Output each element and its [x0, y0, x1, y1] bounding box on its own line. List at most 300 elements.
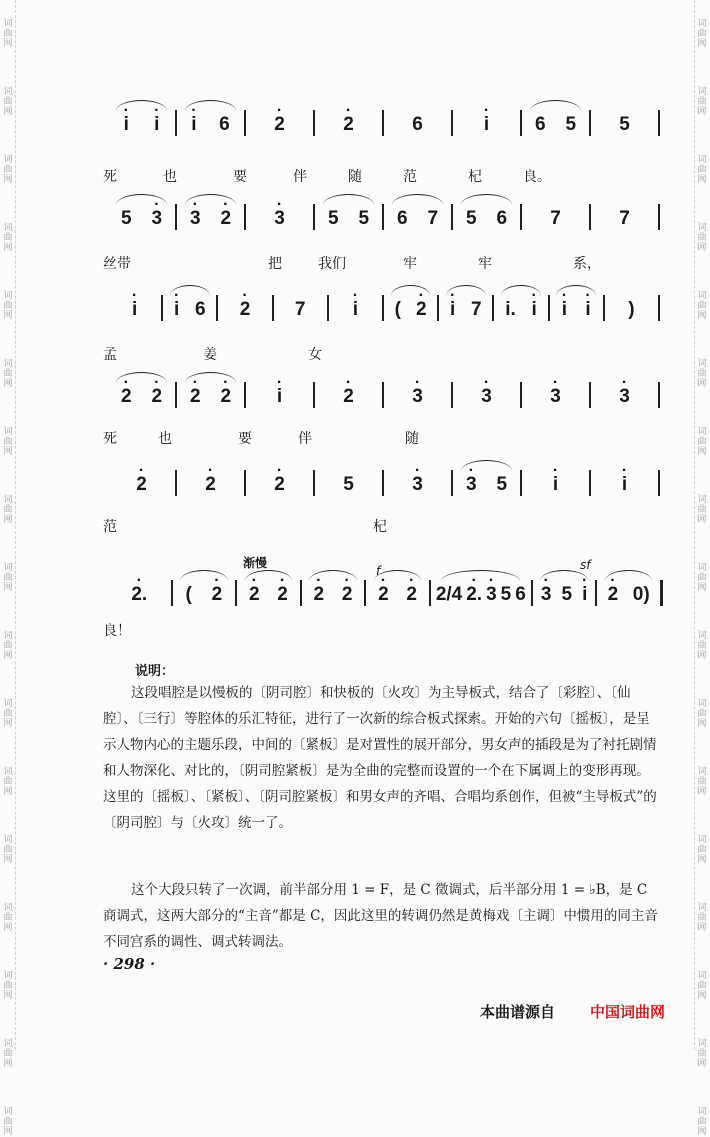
watermark-char: 网	[697, 583, 707, 593]
score-row-1	[103, 100, 663, 136]
watermark-group	[697, 971, 706, 1001]
note: 5	[500, 584, 512, 605]
measure	[111, 584, 168, 606]
bar-line	[244, 110, 246, 136]
note: )	[628, 299, 635, 320]
note: 6	[412, 114, 423, 135]
watermark-char: 网	[3, 991, 13, 1001]
lyric-word: 牢	[478, 256, 492, 272]
watermark-char: 词	[3, 903, 13, 913]
lyric-word: 系，	[573, 256, 601, 272]
slur-mark	[323, 194, 374, 205]
watermark-group	[697, 223, 706, 253]
watermark-char: 词	[3, 359, 13, 369]
watermark-char: 曲	[697, 97, 707, 107]
watermark-char: 曲	[3, 1117, 13, 1127]
bar-line	[313, 470, 315, 496]
measure	[525, 114, 586, 136]
measure	[456, 386, 517, 408]
note: · 2	[272, 474, 287, 496]
bar-line	[492, 295, 494, 321]
watermark-char: 网	[3, 515, 13, 525]
watermark-group	[697, 359, 706, 389]
bar-line	[175, 204, 177, 230]
note: · 2	[203, 474, 218, 496]
slur-mark	[461, 194, 512, 205]
watermark-char: 词	[697, 1107, 707, 1117]
watermark-char: 网	[3, 379, 13, 389]
lyric-word: 丝带	[103, 256, 131, 272]
watermark-char: 网	[3, 39, 13, 49]
note: (	[394, 299, 401, 320]
note: · i	[482, 114, 491, 136]
note: 5	[327, 208, 339, 229]
lyric-word: 随	[405, 431, 419, 447]
note: · 2	[218, 386, 233, 408]
watermark-group	[697, 835, 706, 865]
watermark-char: 曲	[3, 165, 13, 175]
note: · 2.	[464, 584, 484, 606]
bar-line	[244, 204, 246, 230]
note: · 3	[464, 474, 479, 496]
bar-line	[171, 580, 173, 606]
watermark-char: 网	[697, 787, 707, 797]
lyrics-row-1	[103, 166, 663, 184]
note: · 3	[149, 208, 164, 230]
bar-line	[382, 295, 384, 321]
note: 5	[496, 474, 508, 495]
bar-line	[300, 580, 302, 606]
bar-line	[658, 470, 660, 496]
measure	[442, 299, 489, 321]
note: 7	[550, 208, 561, 229]
watermark-char: 曲	[3, 369, 13, 379]
watermark-char: 网	[697, 719, 707, 729]
measure	[497, 299, 544, 321]
note: · 3	[410, 386, 425, 408]
note: · 2.	[129, 584, 149, 606]
watermark-char: 曲	[697, 233, 707, 243]
watermark-char: 网	[697, 447, 707, 457]
measure	[594, 208, 655, 230]
slur-mark	[180, 570, 228, 581]
watermark-group	[3, 1039, 12, 1069]
watermark-char: 曲	[697, 777, 707, 787]
note: · 2	[312, 584, 327, 606]
note: · 2	[376, 584, 391, 606]
bar-line	[520, 470, 522, 496]
watermark-char: 网	[3, 583, 13, 593]
lyric-word: 要	[233, 169, 247, 185]
lyrics-row-2	[103, 253, 663, 271]
bar-line	[589, 470, 591, 496]
measure	[456, 208, 517, 230]
bar-line	[313, 382, 315, 408]
score-row-5	[103, 460, 663, 496]
measure	[305, 584, 362, 606]
measure	[332, 299, 379, 321]
watermark-char: 词	[697, 699, 707, 709]
note: · 2	[119, 386, 134, 408]
bar-line	[244, 470, 246, 496]
note: · 2	[340, 584, 355, 606]
bar-line	[520, 110, 522, 136]
bar-line	[595, 580, 597, 606]
lyrics-row-6	[103, 620, 663, 638]
bar-line	[451, 110, 453, 136]
measure	[277, 299, 324, 321]
note: · 3	[484, 584, 499, 606]
note: · i	[580, 584, 589, 606]
watermark-char: 曲	[3, 233, 13, 243]
watermark-char: 词	[3, 767, 13, 777]
watermark-char: 词	[3, 563, 13, 573]
measure	[111, 114, 172, 136]
measure	[318, 114, 379, 136]
source-label: 本曲谱源自	[480, 1003, 556, 1021]
watermark-char: 网	[3, 1127, 13, 1137]
note: · i	[351, 299, 360, 321]
lyric-word: 范	[103, 519, 117, 535]
note: · i	[152, 114, 161, 136]
watermark-char: 网	[3, 923, 13, 933]
lyric-word: 伴	[293, 169, 307, 185]
watermark-char: 网	[3, 447, 13, 457]
note: 5	[619, 114, 630, 135]
note: 5	[343, 474, 354, 495]
watermark-char: 曲	[3, 573, 13, 583]
watermark-char: 词	[3, 87, 13, 97]
lyric-word: 要	[238, 431, 252, 447]
watermark-group	[3, 495, 12, 525]
measure	[180, 208, 241, 230]
note: · 3	[548, 386, 563, 408]
watermark-group	[697, 699, 706, 729]
watermark-char: 网	[697, 1127, 707, 1137]
measure	[180, 386, 241, 408]
bar-line	[175, 470, 177, 496]
watermark-group	[3, 835, 12, 865]
note: 6	[194, 299, 206, 320]
note: 6	[219, 114, 230, 135]
watermark-group	[3, 903, 12, 933]
measure	[387, 299, 434, 321]
watermark-char: 网	[697, 311, 707, 321]
note: · 3	[479, 386, 494, 408]
watermark-char: 曲	[697, 573, 707, 583]
note: · 2	[247, 584, 262, 606]
lyric-word: 牢	[403, 256, 417, 272]
watermark-char: 曲	[697, 981, 707, 991]
lyric-word: 杞	[468, 169, 482, 185]
watermark-char: 网	[697, 651, 707, 661]
bar-line	[429, 580, 431, 606]
bar-line	[658, 295, 660, 321]
bar-line	[437, 295, 439, 321]
lyric-word: 也	[163, 169, 177, 185]
note: i.	[505, 299, 516, 320]
bar-line	[451, 470, 453, 496]
measure	[180, 474, 241, 496]
score-row-4	[103, 372, 663, 408]
slur-mark	[530, 100, 581, 111]
watermark-group	[3, 767, 12, 797]
measure	[600, 584, 657, 606]
watermark-char: 词	[3, 155, 13, 165]
measure	[318, 386, 379, 408]
measure	[387, 114, 448, 136]
bar-line	[244, 382, 246, 408]
watermark-char: 曲	[697, 437, 707, 447]
watermark-char: 网	[3, 855, 13, 865]
note: · 2	[210, 584, 225, 606]
bar-line	[658, 204, 660, 230]
measure	[594, 114, 655, 136]
watermark-char: 曲	[697, 505, 707, 515]
measure	[221, 299, 268, 321]
watermark-char: 词	[697, 359, 707, 369]
watermark-char: 词	[3, 291, 13, 301]
watermark-group	[3, 563, 12, 593]
bar-line	[313, 110, 315, 136]
watermark-group	[3, 971, 12, 1001]
measure	[456, 114, 517, 136]
measure	[111, 208, 172, 230]
bar-line	[451, 382, 453, 408]
watermark-group	[697, 563, 706, 593]
bar-line	[382, 470, 384, 496]
note: · i	[551, 474, 560, 496]
note: · 2	[134, 474, 149, 496]
note: 7	[619, 208, 630, 229]
source-site-link[interactable]: 中国词曲网	[590, 1003, 666, 1021]
bar-line	[520, 382, 522, 408]
note: · i	[172, 299, 181, 321]
note: · 3	[617, 386, 632, 408]
watermark-group	[697, 291, 706, 321]
bar-line	[364, 580, 366, 606]
note: 6	[534, 114, 546, 135]
bar-line	[451, 204, 453, 230]
measure	[111, 299, 158, 321]
watermark-char: 网	[3, 651, 13, 661]
note: · 2	[218, 208, 233, 230]
lyrics-row-3	[103, 344, 663, 362]
watermark-char: 曲	[3, 29, 13, 39]
watermark-char: 词	[3, 835, 13, 845]
watermark-char: 网	[3, 1059, 13, 1069]
watermark-char: 曲	[3, 1049, 13, 1059]
watermark-char: 词	[697, 427, 707, 437]
watermark-char: 词	[3, 427, 13, 437]
watermark-char: 网	[3, 787, 13, 797]
lyric-word: 范	[403, 169, 417, 185]
note: · 2	[272, 114, 287, 136]
measure	[176, 584, 233, 606]
measure	[249, 114, 310, 136]
watermark-char: 词	[3, 495, 13, 505]
left-watermark-strip	[1, 0, 16, 1137]
bar-line	[382, 204, 384, 230]
measure	[249, 208, 310, 230]
measure	[553, 299, 600, 321]
bar-line	[548, 295, 550, 321]
watermark-char: 网	[3, 243, 13, 253]
watermark-group	[3, 699, 12, 729]
watermark-char: 网	[3, 107, 13, 117]
watermark-char: 词	[697, 223, 707, 233]
measure	[525, 386, 586, 408]
note: · 2	[341, 386, 356, 408]
watermark-char: 曲	[3, 709, 13, 719]
lyric-word: 女	[308, 347, 322, 363]
bar-line	[382, 110, 384, 136]
bar-line	[531, 580, 533, 606]
tempo-mark: 渐慢	[243, 556, 268, 570]
watermark-group	[3, 223, 12, 253]
watermark-group	[3, 87, 12, 117]
note: · i	[189, 114, 198, 136]
note: · 2	[149, 386, 164, 408]
watermark-char: 词	[697, 1039, 707, 1049]
note: 6	[396, 208, 408, 229]
score-row-3	[103, 285, 663, 321]
watermark-char: 网	[697, 107, 707, 117]
measure	[166, 299, 213, 321]
lyric-word: 良！	[103, 623, 131, 639]
dynamic-f: f	[376, 564, 381, 578]
watermark-char: 曲	[697, 165, 707, 175]
measure	[594, 386, 655, 408]
watermark-char: 词	[3, 19, 13, 29]
watermark-char: 网	[697, 991, 707, 1001]
watermark-char: 词	[697, 87, 707, 97]
watermark-group	[697, 495, 706, 525]
watermark-group	[697, 631, 706, 661]
measure	[318, 208, 379, 230]
note: · i	[620, 474, 629, 496]
bar-line	[175, 382, 177, 408]
bar-line	[382, 382, 384, 408]
measure	[594, 474, 655, 496]
watermark-group	[697, 767, 706, 797]
watermark-group	[3, 1107, 12, 1137]
note: · 2	[238, 299, 253, 321]
watermark-char: 曲	[3, 777, 13, 787]
watermark-char: 网	[3, 175, 13, 185]
watermark-char: 词	[697, 495, 707, 505]
slur-mark	[540, 570, 588, 581]
watermark-char: 词	[697, 631, 707, 641]
lyric-word: 伴	[298, 431, 312, 447]
note: 5	[358, 208, 370, 229]
watermark-char: 曲	[3, 97, 13, 107]
lyric-word: 把	[268, 256, 282, 272]
watermark-group	[697, 155, 706, 185]
watermark-group	[3, 631, 12, 661]
watermark-char: 网	[697, 175, 707, 185]
note: · 2	[275, 584, 290, 606]
note: 0)	[632, 584, 650, 605]
note: 5	[120, 208, 132, 229]
measure	[180, 114, 241, 136]
score-row-2	[103, 194, 663, 230]
bar-line	[313, 204, 315, 230]
watermark-char: 词	[697, 19, 707, 29]
bar-line	[603, 295, 605, 321]
watermark-char: 词	[3, 971, 13, 981]
watermark-char: 词	[3, 1107, 13, 1117]
watermark-group	[3, 155, 12, 185]
watermark-char: 曲	[697, 369, 707, 379]
slur-mark	[116, 194, 167, 205]
watermark-char: 曲	[697, 641, 707, 651]
watermark-char: 网	[3, 311, 13, 321]
watermark-char: 网	[697, 243, 707, 253]
watermark-group	[3, 19, 12, 49]
watermark-group	[697, 19, 706, 49]
note: · i	[448, 299, 457, 321]
note: 7	[427, 208, 439, 229]
watermark-char: 曲	[697, 709, 707, 719]
bar-line	[658, 110, 660, 136]
watermark-char: 网	[697, 1059, 707, 1069]
measure	[536, 584, 593, 606]
watermark-char: 网	[697, 379, 707, 389]
notes-title: 说明：	[135, 664, 175, 679]
watermark-char: 曲	[3, 505, 13, 515]
paragraph-2: 这个大段只转了一次调，前半部分用 1 = F，是 C 徵调式，后半部分用 1 = ♭B，是 C 商调式，这两大部分的“主音”都是 C，因此这里的转调仍然是黄梅戏〔主调〕中惯用的同主音不同宫系的调性、调式转调法。	[103, 882, 658, 950]
watermark-char: 词	[3, 223, 13, 233]
slur-mark	[441, 570, 520, 581]
note: · 3	[410, 474, 425, 496]
bar-line	[175, 110, 177, 136]
watermark-group	[697, 1039, 706, 1069]
watermark-char: 网	[697, 855, 707, 865]
watermark-group	[697, 1107, 706, 1137]
note: · 3	[539, 584, 554, 606]
watermark-char: 曲	[3, 437, 13, 447]
measure	[249, 386, 310, 408]
lyric-word: 姜	[203, 347, 217, 363]
note: · 2	[404, 584, 419, 606]
watermark-char: 曲	[3, 641, 13, 651]
note: · 3	[272, 208, 287, 230]
bar-line	[235, 580, 237, 606]
watermark-group	[3, 359, 12, 389]
bar-line	[589, 204, 591, 230]
watermark-char: 词	[697, 563, 707, 573]
score-row-6	[103, 570, 663, 606]
watermark-char: 曲	[697, 913, 707, 923]
lyric-word: 死	[103, 431, 117, 447]
note: · 2	[341, 114, 356, 136]
watermark-char: 曲	[697, 1049, 707, 1059]
watermark-char: 网	[697, 923, 707, 933]
note: 7	[294, 299, 306, 320]
note: 5	[565, 114, 577, 135]
note: 6	[515, 584, 526, 605]
watermark-char: 曲	[3, 913, 13, 923]
watermark-char: 曲	[697, 29, 707, 39]
watermark-group	[3, 291, 12, 321]
note: · i	[583, 299, 592, 321]
measure	[240, 584, 297, 606]
note: 5	[561, 584, 573, 605]
bar-line	[161, 295, 163, 321]
bar-line	[272, 295, 274, 321]
watermark-char: 曲	[697, 845, 707, 855]
